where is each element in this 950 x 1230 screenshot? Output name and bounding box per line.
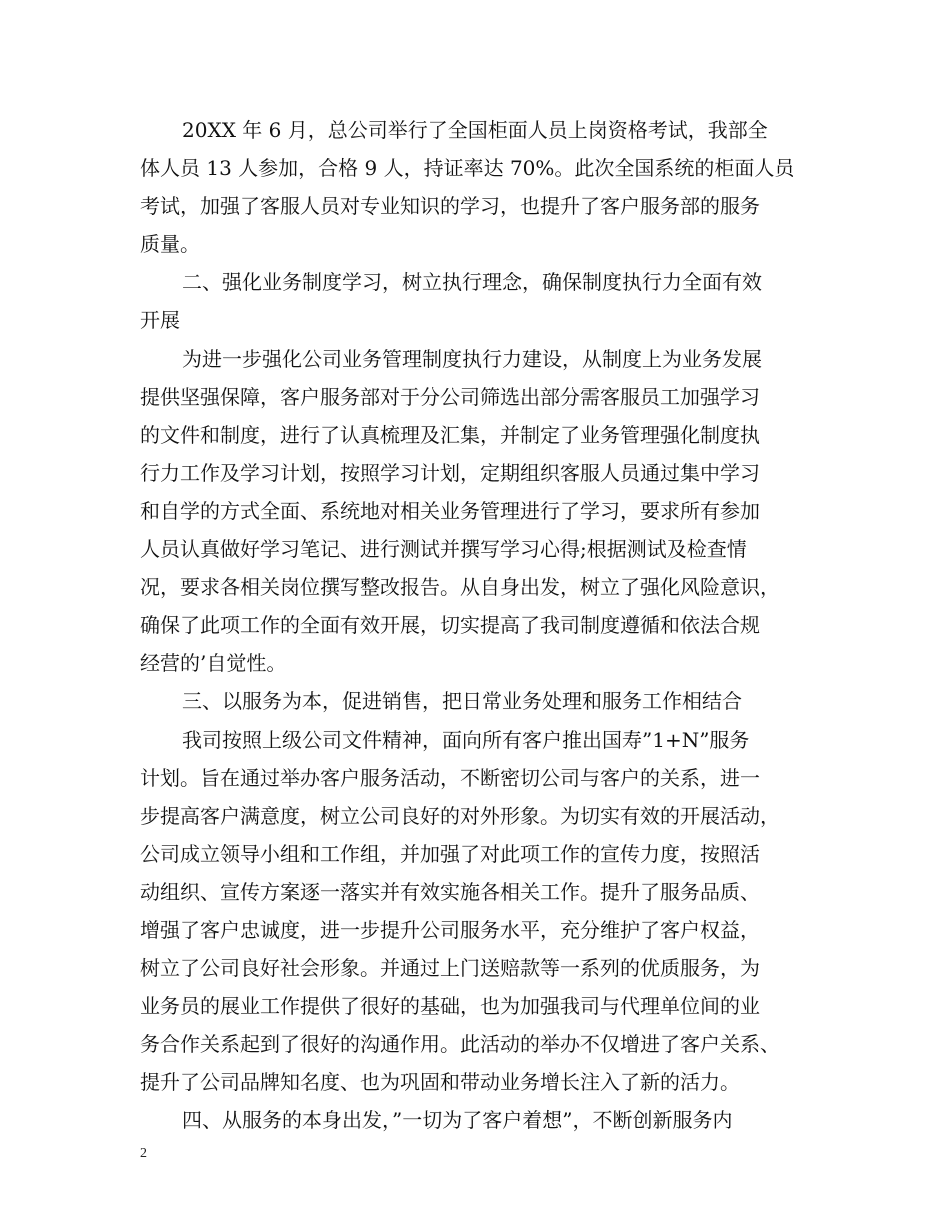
- text-line: 提升了公司品牌知名度、也为巩固和带动业务增长注入了新的活力。: [140, 1070, 740, 1095]
- text-line: 公司成立领导小组和工作组，并加强了对此项工作的宣传力度，按照活: [140, 841, 760, 866]
- text-line: 步提高客户满意度，树立公司良好的对外形象。为切实有效的开展活动，: [140, 803, 780, 828]
- text-line: 提供坚强保障，客户服务部对于分公司筛选出部分需客服员工加强学习: [140, 384, 760, 409]
- text-line: 务合作关系起到了很好的沟通作用。此活动的举办不仅增进了客户关系、: [140, 1032, 780, 1057]
- text-line: 为进一步强化公司业务管理制度执行力建设，从制度上为业务发展: [182, 346, 762, 371]
- text-line: 增强了客户忠诚度，进一步提升公司服务水平，充分维护了客户权益，: [140, 917, 760, 942]
- text-line: 业务员的展业工作提供了很好的基础，也为加强我司与代理单位间的业: [140, 994, 760, 1019]
- text-line: 计划。旨在通过举办客户服务活动，不断密切公司与客户的关系，进一: [140, 765, 760, 790]
- section-heading: 四、从服务的本身出发，”一切为了客户着想”，不断创新服务内: [182, 1108, 733, 1133]
- text-line: 我司按照上级公司文件精神，面向所有客户推出国寿”1+N”服务: [182, 727, 750, 752]
- text-line: 行力工作及学习计划，按照学习计划，定期组织客服人员通过集中学习: [140, 460, 760, 485]
- text-line: 况，要求各相关岗位撰写整改报告。从自身出发，树立了强化风险意识，: [140, 575, 780, 600]
- text-line: 和自学的方式全面、系统地对相关业务管理进行了学习，要求所有参加: [140, 498, 760, 523]
- page-number: 2: [140, 1146, 147, 1161]
- text-line: 动组织、宣传方案逐一落实并有效实施各相关工作。提升了服务品质、: [140, 879, 760, 904]
- section-heading: 三、以服务为本，促进销售，把日常业务处理和服务工作相结合: [182, 689, 742, 714]
- text-line: 树立了公司良好社会形象。并通过上门送赔款等一系列的优质服务，为: [140, 956, 760, 981]
- section-heading: 二、强化业务制度学习，树立执行理念，确保制度执行力全面有效: [182, 270, 762, 295]
- text-line: 质量。: [140, 232, 200, 257]
- text-line: 确保了此项工作的全面有效开展，切实提高了我司制度遵循和依法合规: [140, 613, 760, 638]
- text-line: 20XX 年 6 月，总公司举行了全国柜面人员上岗资格考试，我部全: [182, 118, 768, 142]
- text-line: 的文件和制度，进行了认真梳理及汇集，并制定了业务管理强化制度执: [140, 422, 760, 447]
- document-body: [140, 111, 830, 1140]
- section-heading-continued: 开展: [140, 308, 180, 333]
- text-line: 人员认真做好学习笔记、进行测试并撰写学习心得;根据测试及检查情: [140, 537, 747, 562]
- text-line: 体人员 13 人参加，合格 9 人，持证率达 70%。此次全国系统的柜面人员: [140, 156, 795, 181]
- text-line: 考试，加强了客服人员对专业知识的学习，也提升了客户服务部的服务: [140, 194, 760, 219]
- text-line: 经营的’自觉性。: [140, 651, 287, 676]
